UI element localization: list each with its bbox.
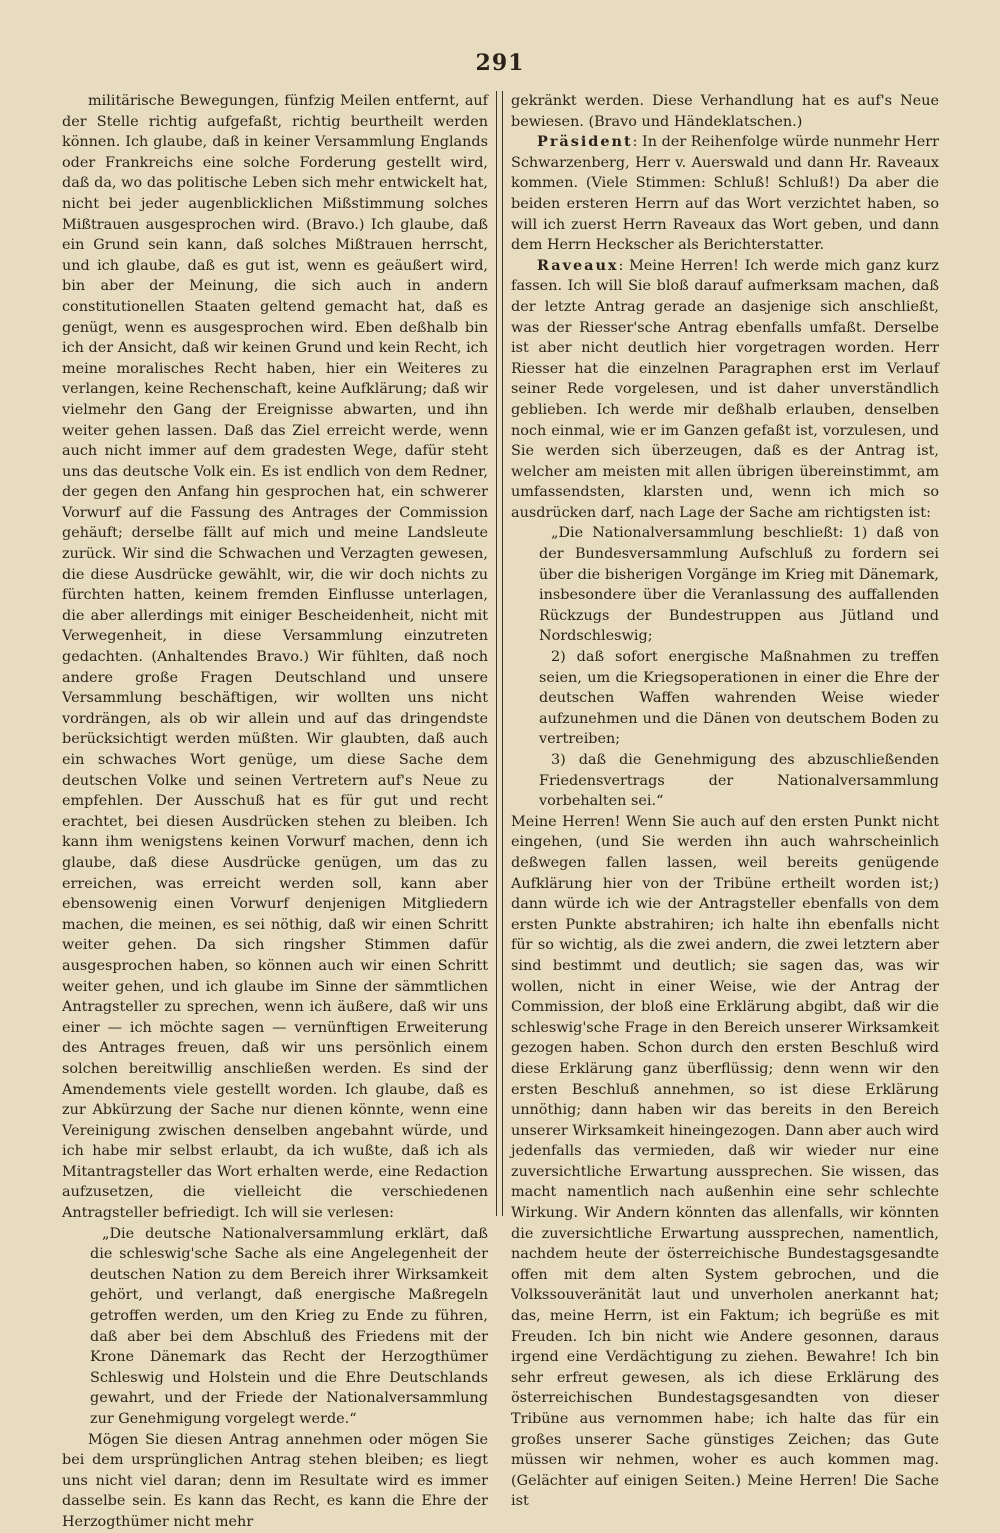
right-column [511,91,939,1510]
motion-point-1: „Die Nationalversammlung beschließt: 1) daß von der Bundesversammlung Aufschluß zu fordern sei über die bisherigen Vorgänge im Krieg mit Dänemark, insbesondere über die Veranlassung des auffallenden Rückzugs der Bundestruppen aus Jütland und Nordschleswig; [539,525,939,645]
column-divider [496,91,503,1216]
president-paragraph [511,132,939,256]
speaker-raveaux: Raveaux [537,256,619,274]
right-intro-paragraph: gekränkt werden. Diese Verhandlung hat es auf's Neue bewiesen. (Bravo und Händeklatschen.) [511,93,939,130]
left-paragraph-2: Mögen Sie diesen Antrag annehmen oder mögen Sie bei dem ursprünglichen Antrag stehen bleiben; es liegt uns nicht viel daran; denn im Resultate wird es immer dasselbe sein. Es kann das Recht, es kann die Ehre der Herzogthümer nicht mehr [62,1431,488,1530]
left-quoted-motion: „Die deutsche Nationalversammlung erklärt, daß die schleswig'sche Sache als eine Angelegenheit der deutschen Nation zu dem Bereich ihrer Wirksamkeit gehört, und verlangt, daß energische Maßregeln getroffen werden, um den Krieg zu Ende zu führen, daß aber bei dem Abschluß des Friedens mit der Krone Dänemark das Recht der Herzogthümer Schleswig und Holstein und die Ehre Deutschlands gewahrt, und der Friede der Nationalversammlung zur Genehmigung vorgelegt werde.“ [90,1225,488,1427]
raveaux-paragraph [511,256,939,524]
motion-point-2: 2) daß sofort energische Maßnahmen zu treffen seien, um die Kriegsoperationen in einer die Ehre der deutschen Waffen wahrenden Weise wieder aufzunehmen und die Dänen von deutschem Boden zu vertreiben; [539,649,939,748]
left-paragraph-1: militärische Bewegungen, fünfzig Meilen entfernt, auf der Stelle richtig aufgefaßt, richtig beurtheilt werden können. Ich glaube, daß in keiner Versammlung Englands oder Frankreichs eine solche Forderung gestellt wird, daß da, wo das politische Leben sich mehr entwickelt hat, nicht bei jeder augenblicklichen Mißstimmung solches Mißtrauen ausgesprochen wird. (Bravo.) Ich glaube, daß ein Grund sein kann, daß solches Mißtrauen herrscht, und ich glaube, daß es gut ist, wenn es geäußert wird, bin aber der Meinung, die sich auch in andern constitutionellen Staaten geltend gemacht hat, daß es genügt, wenn es ausgesprochen wird. Eben deßhalb bin ich der Ansicht, daß wir keinen Grund und kein Recht, ich meine moralisches Recht haben, hier ein Weiteres zu verlangen, keine Rechenschaft, keine Aufklärung; daß wir vielmehr den Gang der Ereignisse abwarten, und ihn weiter gehen lassen. Daß das Ziel erreicht werde, wenn auch nicht immer auf dem gradesten Wege, dafür steht uns das deutsche Volk ein. Es ist endlich von dem Redner, der gegen den Anfang hin gesprochen hat, ein schwerer Vorwurf auf die Fassung des Antrages der Commission gehäuft; derselbe fällt auf mich und meine Landsleute zurück. Wir sind die Schwachen und Verzagten gewesen, die diese Ausdrücke gewählt, wir, die wir doch nichts zu fürchten hatten, keinem fremden Einflusse unterlagen, die aber allerdings mit einiger Bescheidenheit, nicht mit Verwegenheit, in diese Versammlung einzutreten gedachten. (Anhaltendes Bravo.) Wir fühlten, daß noch andere große Fragen Deutschland und unsere Versammlung beschäftigen, wir wollten uns nicht vordrängen, als ob wir allein und auf das dringendste berücksichtigt werden müßten. Wir glaubten, daß auch ein schwaches Wort genüge, um diese Sache dem deutschen Volke und seinen Vertretern auf's Neue zu empfehlen. Der Ausschuß hat es für gut und recht erachtet, bei diesen Ausdrücken stehen zu bleiben. Ich kann ihm wenigstens keinen Vorwurf machen, denn ich glaube, daß diese Ausdrücke genügen, um das zu erreichen, was erreicht werden soll, kann aber ebensowenig einen Vorwurf denjenigen Mitgliedern machen, die meinen, es sei nöthig, daß wir einen Schritt weiter gehen. Da sich ringsher Stimmen dafür ausgesprochen haben, so können auch wir einen Schritt weiter gehen, und ich glaube im Sinne der sämmtlichen Antragsteller zu sprechen, wenn ich äußere, daß wir uns einer — ich möchte sagen — vernünftigen Erweiterung des Antrages freuen, daß wir uns persönlich einem solchen bereitwillig anschließen werden. Es sind der Amendements viele gestellt worden. Ich glaube, daß es zur Abkürzung der Sache nur dienen könnte, wenn eine Vereinigung zwischen denselben angebahnt würde, und ich habe mir selbst erlaubt, da ich wußte, daß ich als Mitantragsteller das Wort erhalten werde, eine Redaction aufzusetzen, die vielleicht die verschiedenen Antragsteller befriedigt. Ich will sie verlesen: [62,93,488,1222]
page-number: 291 [475,50,525,76]
right-closing-paragraph: Meine Herren! Wenn Sie auch auf den ersten Punkt nicht eingehen, (und Sie werden ihn auch wahrscheinlich deßwegen fallen lassen, weil bereits genügende Aufklärung hier von der Tribüne ertheilt worden ist;) dann würde ich wie der Antragsteller ebenfalls von dem ersten Punkte abstrahiren; ich halte ihn ebenfalls nicht für so wichtig, als die zwei andern, die zwei letztern aber sind bestimmt und deutlich; sie sagen das, was wir wollen, nicht in einer Weise, wie der Antrag der Commission, der bloß eine Erklärung abgibt, daß wir die schleswig'sche Frage in den Bereich unserer Wirksamkeit gezogen haben. Schon durch den ersten Beschluß wird diese Erklärung ganz überflüssig; denn wenn wir den ersten Beschluß annehmen, so ist diese Erklärung unnöthig; dann haben wir das bereits in den Bereich unserer Wirksamkeit hineingezogen. Dann aber auch wird jedenfalls das vermieden, daß wir wieder nur eine zuversichtliche Erwartung aussprechen. Sie wissen, das macht namentlich nach außenhin eine sehr schlechte Wirkung. Wir Andern könnten das allenfalls, wir könnten die zuversichtliche Erwartung aussprechen, namentlich, nachdem heute der österreichische Bundestagsgesandte offen mit dem alten System gebrochen, und die Volkssouveränität laut und unverholen anerkannt hat; das, meine Herrn, ist ein Faktum; ich begrüße es mit Freuden. Ich bin nicht wie Andere gesonnen, daraus irgend eine Verdächtigung zu ziehen. Bewahre! Ich bin sehr erfreut gewesen, als ich diese Erklärung des österreichischen Bundestagsgesandten von dieser Tribüne aus vernommen habe; ich halte das für ein großes unserer Sache günstiges Zeichen; das Gute müssen wir nehmen, woher es auch kommen mag. (Gelächter auf einigen Seiten.) Meine Herren! Die Sache ist [511,813,939,1510]
president-text: : In der Reihenfolge würde nunmehr Herr Schwarzenberg, Herr v. Auerswald und dann Hr. Raveaux kommen. (Viele Stimmen: Schluß! Schluß!) Da aber die beiden ersteren Herrn auf das Wort verzichtet haben, so will ich zuerst Herrn Raveaux das Wort geben, und dann dem Herrn Heckscher als Berichterstatter. [511,134,939,254]
motion-point-3: 3) daß die Genehmigung des abzuschließenden Friedensvertrags der Nationalversammlung vorbehalten sei.“ [539,752,939,810]
speaker-president: Präsident [537,133,633,151]
left-column [62,91,488,1530]
raveaux-text: : Meine Herren! Ich werde mich ganz kurz fassen. Ich will Sie bloß darauf aufmerksam machen, daß der letzte Antrag gerade an dasjenige sich anschließt, was der Riesser'sche Antrag ebenfalls umfaßt. Derselbe ist aber nicht deutlich hier vorgetragen worden. Herr Riesser hat die einzelnen Paragraphen erst im Verlauf seiner Rede vorgelesen, und ist daher unverständlich geblieben. Ich werde mir deßhalb erlauben, denselben noch einmal, wie er im Ganzen gefaßt ist, vorzulesen, und Sie werden sich überzeugen, daß es der Antrag ist, welcher am meisten mit allen übrigen übereinstimmt, am umfassendsten, klarsten und, wenn ich mich so ausdrücken darf, nach Lage der Sache am richtigsten ist: [511,257,939,521]
